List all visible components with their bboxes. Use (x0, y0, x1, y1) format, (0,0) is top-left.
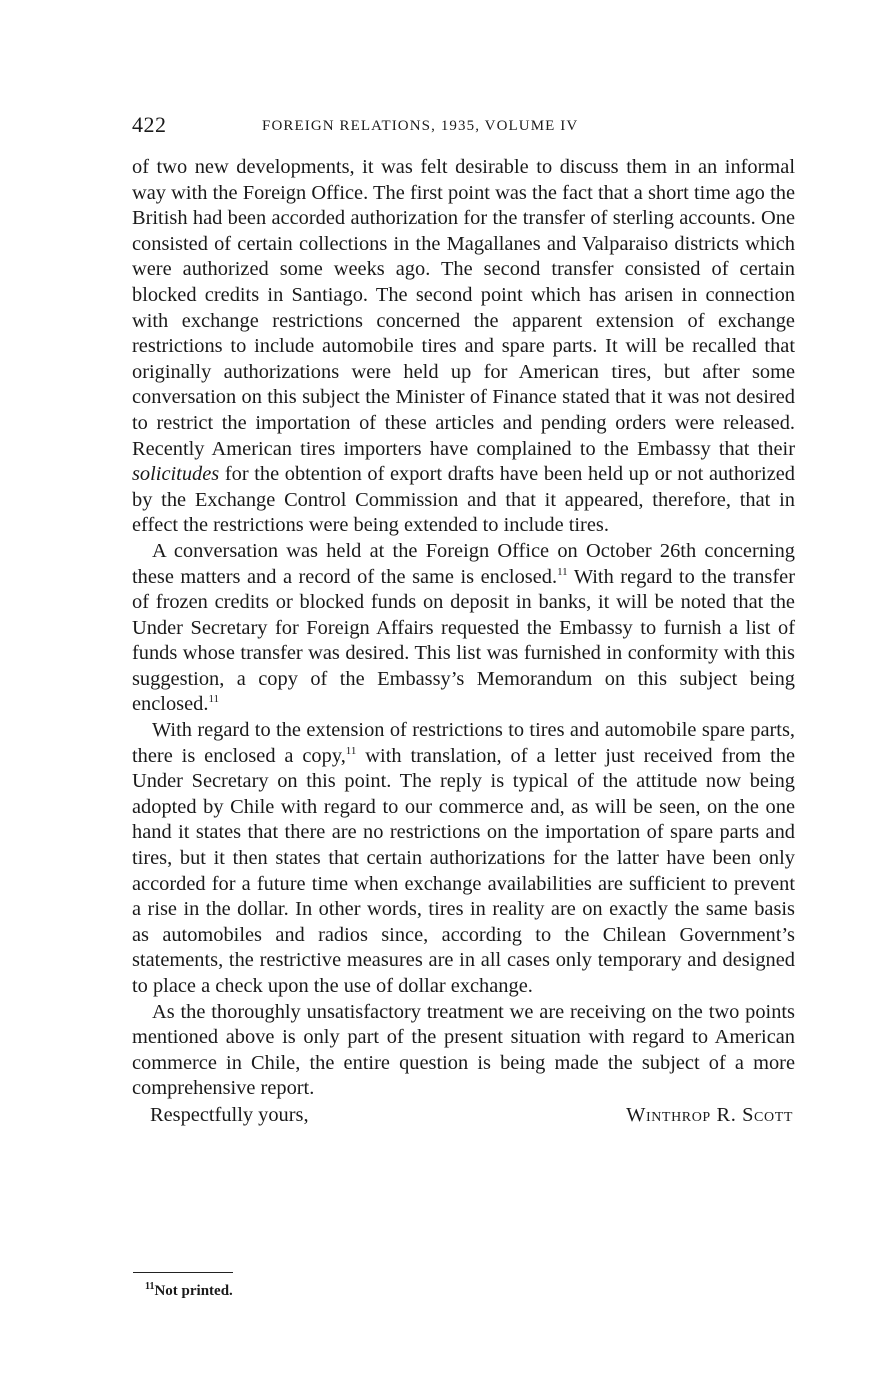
paragraph-1 (132, 155, 795, 539)
paragraph-3-text-b: with translation, of a letter just received from the Under Secretary on this point. The reply is typical of the attitude now being adopted by Chile with regard to our commerce and, as will be seen, on the one hand it states that there are no restrictions on the importation of spare parts and tires, but it then states that certain authorizations for the latter have been only accorded for a future time when exchange availabilities are sufficient to prevent a rise in the dollar. In other words, tires in reality are on exactly the same basis as automobiles and radios since, according to the Chilean Government’s statements, the restrictive measures are in all cases only temporary and designed to place a check upon the use of dollar exchange. (132, 744, 795, 997)
footnote-ref: 11 (345, 744, 357, 757)
signature: Winthrop R. Scott (626, 1103, 793, 1126)
footnote-divider (133, 1272, 233, 1273)
paragraph-2-text-b: With regard to the transfer of frozen credits or blocked funds on deposit in banks, it will be noted that the Under Secretary for Foreign Affairs requested the Embassy to furnish a list of funds whose transfer was desired. This list was furnished in conformity with this suggestion, a copy of the Embassy’s Memorandum on this subject being enclosed. (132, 565, 795, 716)
closing (132, 1103, 795, 1129)
paragraph-2-text-a: A conversation was held at the Foreign Office on October 26th concerning these matters and a record of the same is enclosed. (132, 539, 795, 588)
paragraph-4: As the thoroughly unsatisfactory treatment we are receiving on the two points mentioned above is only part of the present situation with regard to American commerce in Chile, the entire question is being made the subject of a more comprehensive report. (132, 1000, 795, 1100)
paragraph-3 (132, 718, 795, 1000)
page-number: 422 (132, 112, 167, 137)
page-header (132, 112, 795, 142)
footnote-ref: 11 (557, 565, 568, 578)
paragraph-1-text-a: of two new developments, it was felt desirable to discuss them in an informal way with the Foreign Office. The first point was the fact that a short time ago the British had been accorded authorization for the transfer of sterling accounts. One consisted of certain collections in the Magallanes and Valparaiso districts which were authorized some weeks ago. The second transfer consisted of certain blocked credits in Santiago. The second point which has arisen in connection with exchange restrictions concerned the apparent extension of exchange restrictions to include automobile tires and spare parts. It will be recalled that originally authorizations were held up for American tires, but after some conversation on this subject the Minister of Finance stated that it was not desired to restrict the importation of these articles and pending orders were released. Recently American tires importers have complained to the Embassy that their (132, 156, 795, 460)
body-text (132, 155, 795, 1129)
salutation: Respectfully yours, (150, 1103, 309, 1126)
paragraph-1-text-b: for the obtention of export drafts have been held up or not authorized by the Exchange Control Commission and that it appeared, therefore, that in effect the restrictions were being extended to include tires. (132, 463, 795, 537)
footnote (145, 1283, 233, 1300)
italic-term: solicitudes (132, 463, 220, 486)
footnote-mark: 11 (145, 1281, 155, 1292)
running-title: FOREIGN RELATIONS, 1935, VOLUME IV (262, 118, 579, 134)
paragraph-3-text-a: With regard to the extension of restrictions to tires and automobile spare parts, there is enclosed a copy, (132, 719, 795, 767)
paragraph-2 (132, 539, 795, 718)
footnote-text: Not printed. (154, 1283, 233, 1299)
footnote-ref: 11 (208, 693, 220, 706)
